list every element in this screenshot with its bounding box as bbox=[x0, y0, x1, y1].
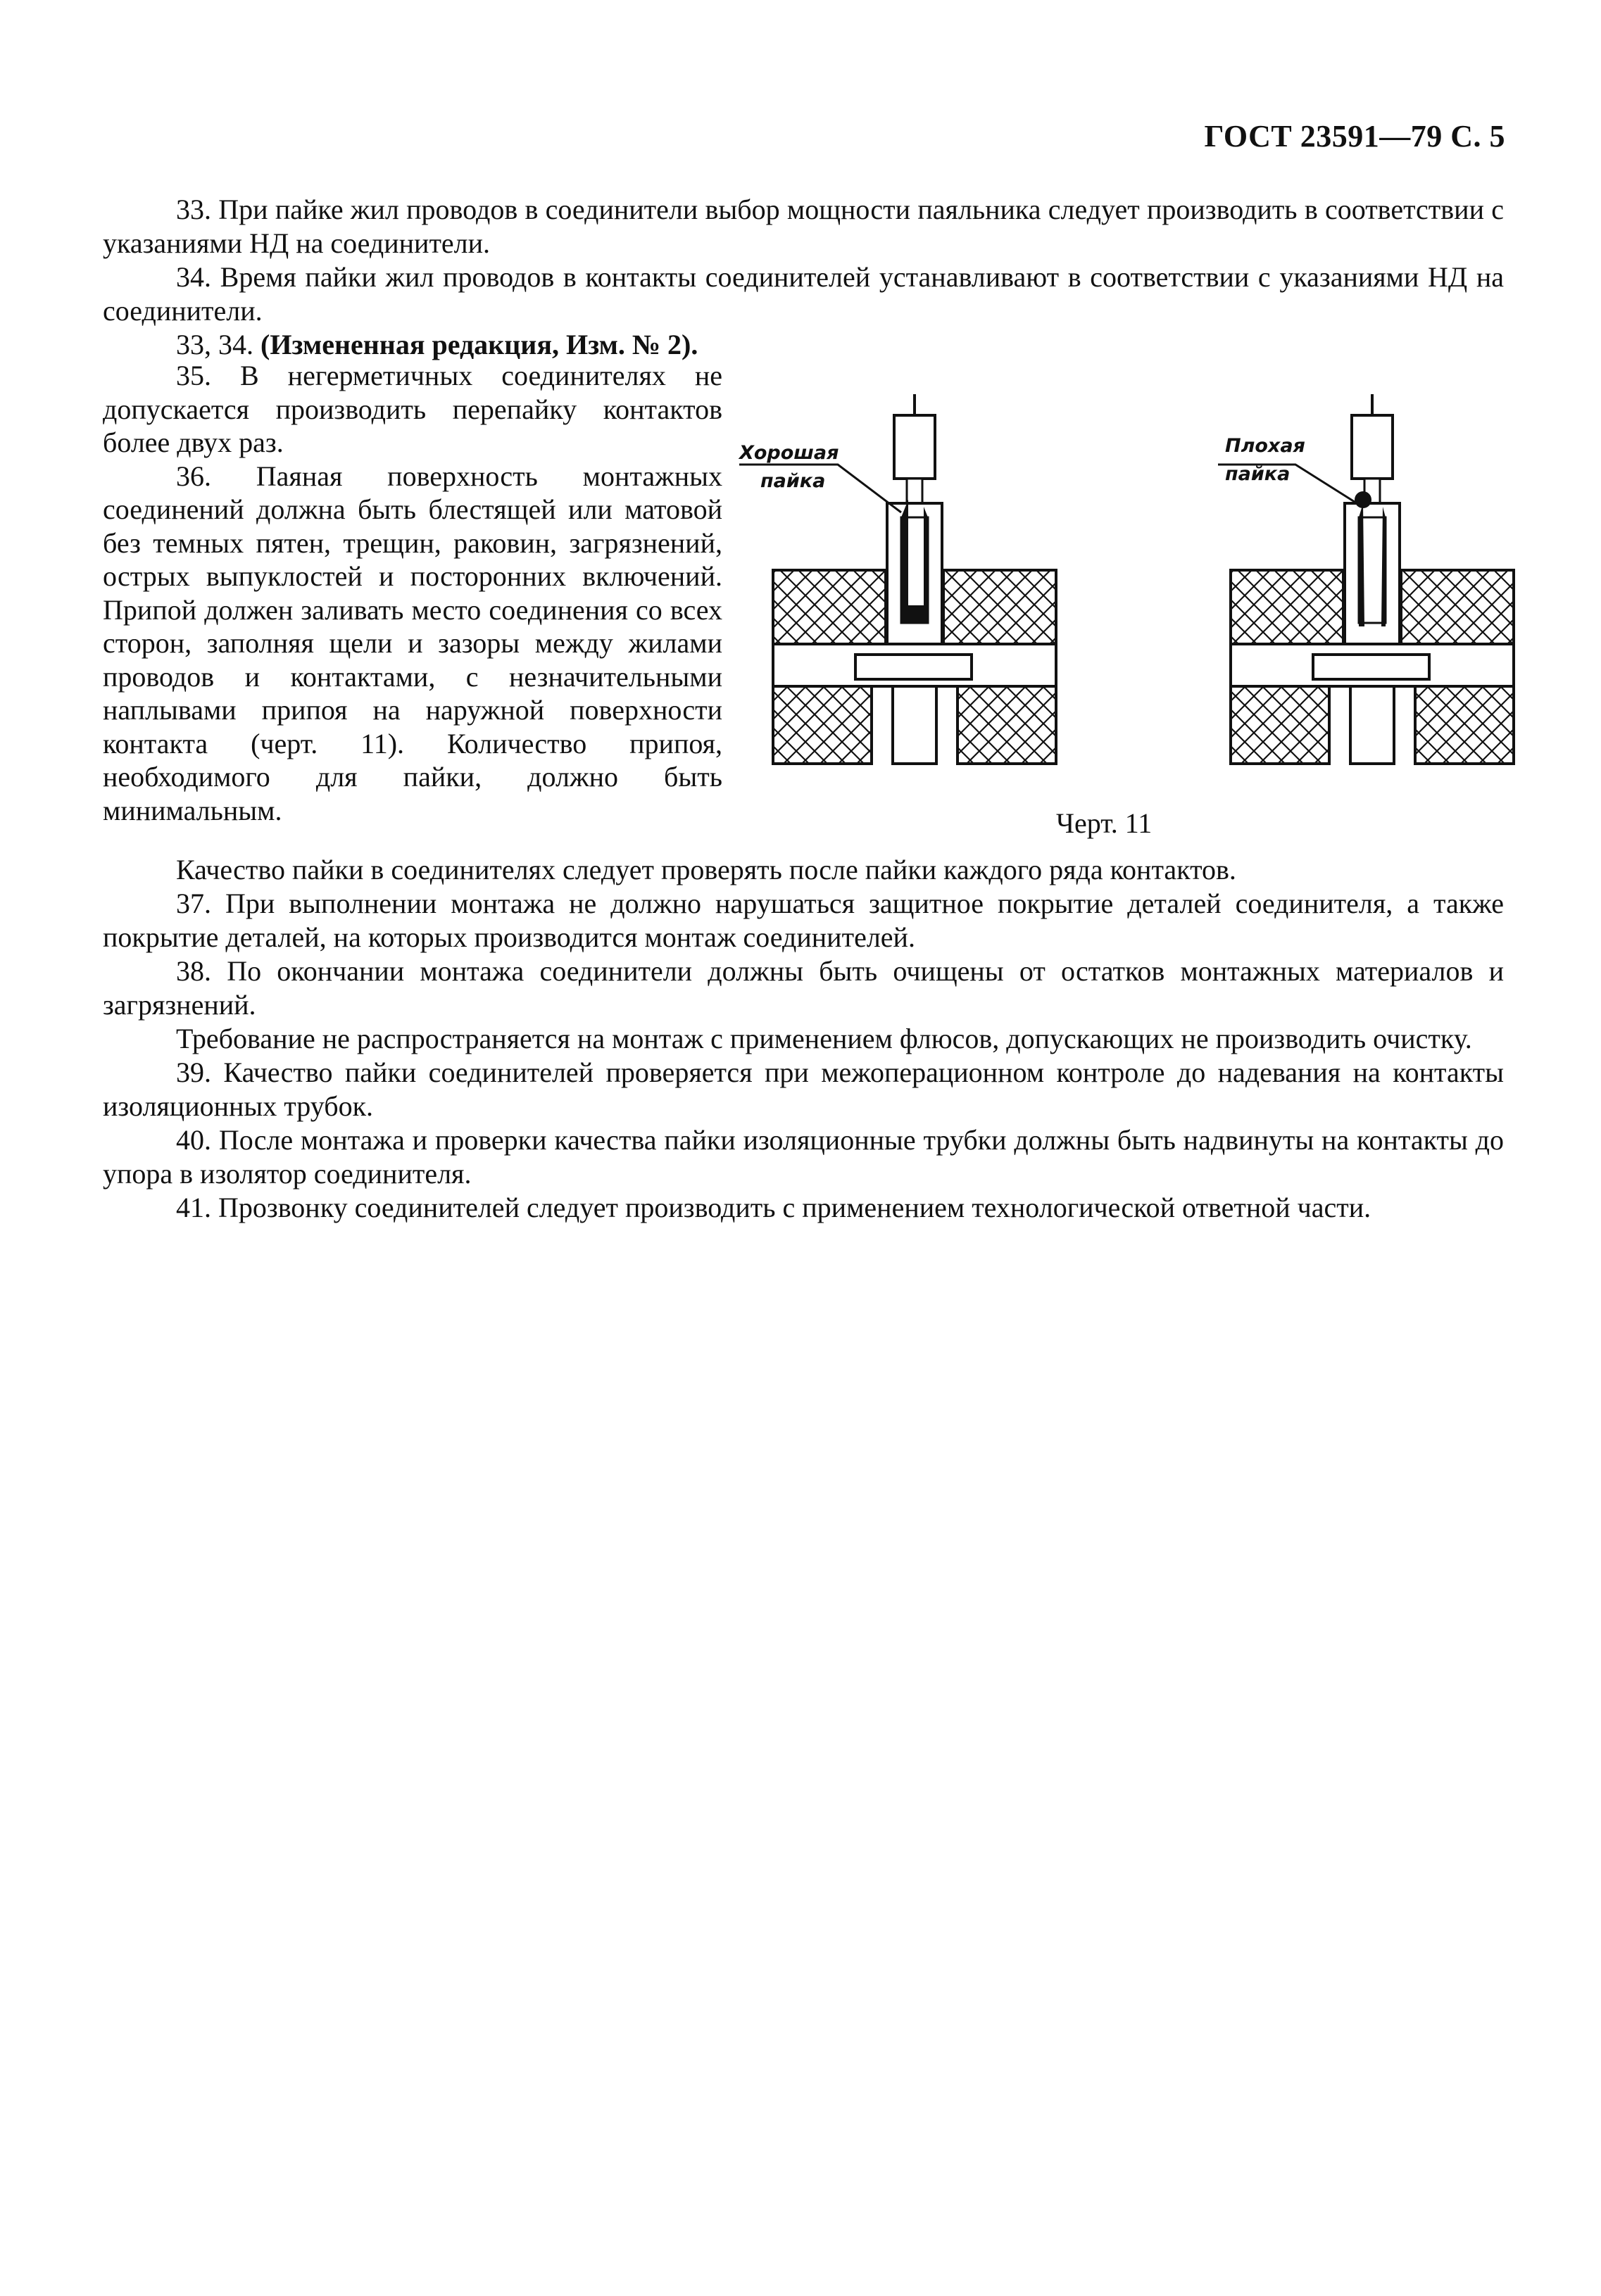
good-solder-label-2: пайка bbox=[760, 470, 826, 492]
figure-caption: Черт. 11 bbox=[1056, 807, 1153, 839]
amendment-prefix: 33, 34. bbox=[176, 329, 260, 360]
figure-11 bbox=[732, 394, 1528, 859]
good-solder-label-1: Хорошая bbox=[739, 442, 839, 464]
solder-diagrams bbox=[732, 394, 1528, 788]
wire-insulation bbox=[894, 415, 935, 479]
paragraph-36: 36. Паяная поверхность монтажных соединений должна быть блестящей или матовой без темных пятен, трещин, раковин, загрязнений, острых выпуклостей и посторонних включений. Припой должен заливать место соединения со всех сторон, заполняя щели и зазоры между жилами проводов и контактами, с незначительными наплывами припоя на наружной поверхности контакта (черт. 11). Количество припоя, необходимого для пайки, должно быть минимальным. bbox=[103, 460, 722, 826]
amendment-note: (Измененная редакция, Изм. № 2). bbox=[260, 329, 698, 360]
bottom-text-block bbox=[103, 853, 1504, 1225]
paragraph-37: 37. При выполнении монтажа не должно нарушаться защитное покрытие деталей соединителя, а также покрытие деталей, на которых производится монтаж соединителей. bbox=[103, 888, 1504, 953]
top-text-block bbox=[103, 193, 1504, 362]
left-column-text bbox=[103, 359, 722, 827]
paragraph-41: 41. Прозвонку соединителей следует производить с применением технологической ответной части. bbox=[176, 1192, 1371, 1223]
paragraph-34: 34. Время пайки жил проводов в контакты соединителей устанавливают в соответствии с указаниями НД на соединители. bbox=[103, 261, 1504, 327]
paragraph-33-34-amendment bbox=[103, 328, 1504, 362]
page-header: ГОСТ 23591—79 С. 5 bbox=[1204, 119, 1505, 153]
paragraph-38: 38. По окончании монтажа соединители должны быть очищены от остатков монтажных материалов и загрязнений. bbox=[103, 955, 1504, 1021]
paragraph-33: 33. При пайке жил проводов в соединители выбор мощности паяльника следует производить в соответствии с указаниями НД на соединители. bbox=[103, 194, 1504, 259]
bad-solder-label-1: Плохая bbox=[1225, 435, 1305, 457]
paragraph-39: 39. Качество пайки соединителей проверяется при межоперационном контроле до надевания на контакты изоляционных трубок. bbox=[103, 1056, 1504, 1122]
bad-solder-label-2: пайка bbox=[1225, 463, 1291, 485]
paragraph-35: 35. В негерметичных соединителях не допускается производить перепайку контактов более двух раз. bbox=[103, 360, 722, 458]
paragraph-requirement: Требование не распространяется на монтаж с применением флюсов, допускающих не производить очистку. bbox=[176, 1023, 1472, 1054]
paragraph-40: 40. После монтажа и проверки качества пайки изоляционные трубки должны быть надвинуты на контакты до упора в изолятор соединителя. bbox=[103, 1124, 1504, 1190]
paragraph-quality: Качество пайки в соединителях следует проверять после пайки каждого ряда контактов. bbox=[176, 854, 1236, 885]
